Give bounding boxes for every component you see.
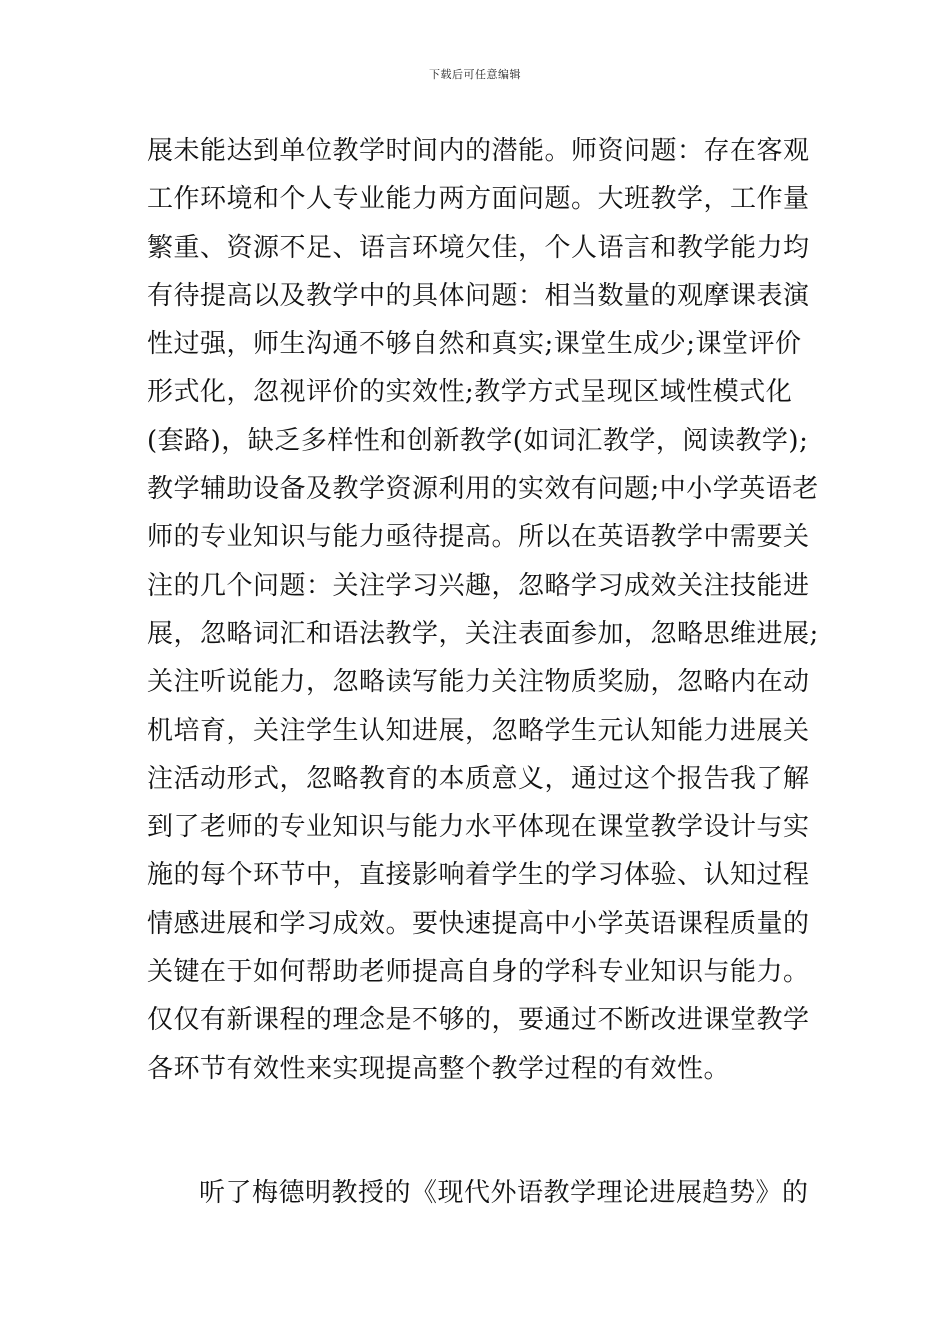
text-line: 师的专业知识与能力亟待提高。所以在英语教学中需要关: [147, 522, 810, 553]
text-line: 关注听说能力，忽略读写能力关注物质奖励，忽略内在动: [147, 667, 810, 698]
text-line: (套路)，缺乏多样性和创新教学(如词汇教学，阅读教学);: [147, 425, 809, 456]
page-header: 下载后可任意编辑: [429, 68, 521, 81]
text-line: 注的几个问题：关注学习兴趣，忽略学习成效关注技能进: [147, 570, 810, 601]
text-line: 教学辅助设备及教学资源利用的实效有问题;中小学英语老: [147, 474, 819, 505]
text-line: 到了老师的专业知识与能力水平体现在课堂教学设计与实: [147, 812, 810, 843]
text-line: 有待提高以及教学中的具体问题：相当数量的观摩课表演: [147, 280, 810, 311]
text-line: 各环节有效性来实现提高整个教学过程的有效性。: [147, 1053, 731, 1084]
text-line: 机培育，关注学生认知进展，忽略学生元认知能力进展关: [147, 715, 810, 746]
text-line: 展，忽略词汇和语法教学，关注表面参加，忽略思维进展;: [147, 618, 819, 649]
text-line: 形式化，忽视评价的实效性;教学方式呈现区域性模式化: [147, 377, 793, 408]
text-line: 情感进展和学习成效。要快速提高中小学英语课程质量的: [147, 908, 810, 939]
text-line: 繁重、资源不足、语言环境欠佳，个人语言和教学能力均: [147, 232, 810, 263]
paragraph-2: [147, 1169, 807, 1217]
text-line: 工作环境和个人专业能力两方面问题。大班教学，工作量: [147, 184, 810, 215]
text-line: 施的每个环节中，直接影响着学生的学习体验、认知过程: [147, 860, 810, 891]
text-line: 性过强，师生沟通不够自然和真实;课堂生成少;课堂评价: [147, 329, 802, 360]
text-line: 注活动形式，忽略教育的本质意义，通过这个报告我了解: [147, 763, 810, 794]
text-line: 关键在于如何帮助老师提高自身的学科专业知识与能力。: [147, 957, 810, 988]
text-line: 展未能达到单位教学时间内的潜能。师资问题：存在客观: [147, 136, 810, 166]
text-line: 听了梅德明教授的《现代外语教学理论进展趋势》的: [199, 1178, 809, 1208]
paragraph-1: [147, 127, 819, 1093]
text-line: 仅仅有新课程的理念是不够的，要通过不断改进课堂教学: [147, 1005, 810, 1036]
